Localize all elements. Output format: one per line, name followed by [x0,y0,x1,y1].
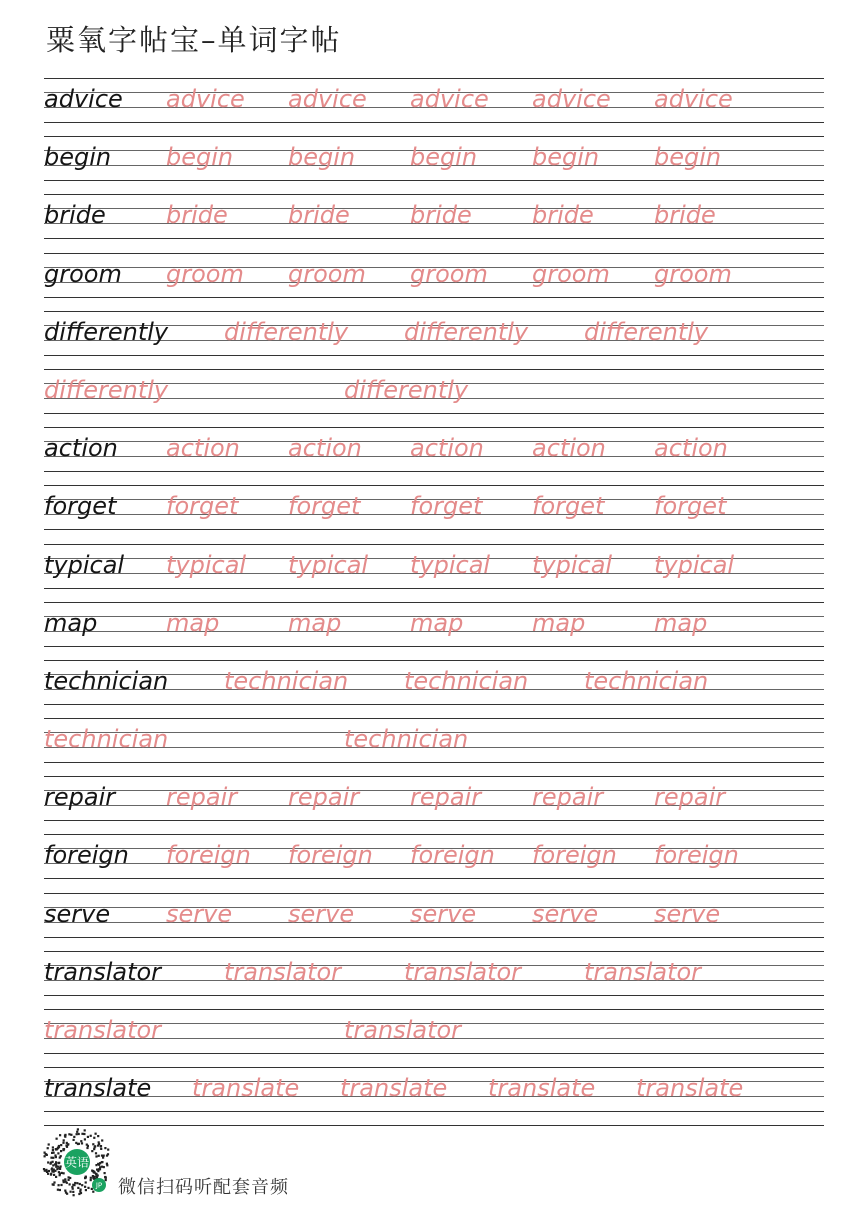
practice-row [44,485,824,543]
qr-code-icon[interactable] [42,1127,112,1197]
ruling-line [44,136,824,137]
trace-word: begin [532,143,600,172]
trace-word: bride [654,201,716,230]
trace-word: foreign [410,841,495,870]
practice-row [44,893,824,951]
ruling-line [44,995,824,996]
model-word: advice [44,85,123,113]
trace-word: differently [344,375,469,404]
ruling-line [44,820,824,821]
trace-word: bride [288,201,350,230]
model-word: action [44,434,118,463]
model-word: serve [44,899,111,928]
trace-word: translate [488,1074,596,1103]
practice-row [44,951,824,1009]
ruling-line [44,297,824,298]
ruling-line [44,893,824,894]
ruling-line [44,878,824,879]
trace-word: technician [344,725,469,754]
ruling-line [44,544,824,545]
ruling-line [44,427,824,428]
trace-word: foreign [654,841,739,870]
model-word: groom [44,259,122,288]
trace-word: repair [532,783,604,812]
ruling-line [44,937,824,938]
practice-sheet [44,78,824,1126]
trace-word: typical [654,550,735,579]
trace-word: action [410,434,484,463]
trace-word: serve [410,899,477,928]
practice-row [44,369,824,427]
ruling-line [44,1067,824,1068]
trace-word: serve [166,899,233,928]
trace-word: groom [166,259,244,288]
ruling-line [44,646,824,647]
ruling-line [44,194,824,195]
ruling-line [44,355,824,356]
qr-badge-label: 英语 [64,1155,90,1170]
ruling-line [44,704,824,705]
trace-word: repair [410,783,482,812]
trace-word: differently [404,317,529,346]
trace-word: forget [288,492,361,521]
trace-word: translator [44,1016,162,1044]
trace-word: technician [44,725,169,754]
ruling-line [44,122,824,123]
practice-row [44,427,824,485]
trace-word: begin [654,143,722,172]
trace-word: map [166,608,220,637]
trace-word: translate [192,1074,300,1103]
ruling-line [44,180,824,181]
practice-row [44,834,824,892]
trace-word: groom [288,259,366,288]
trace-word: forget [654,492,727,521]
ruling-line [44,311,824,312]
trace-word: repair [654,783,726,812]
ruling-line [44,253,824,254]
trace-word: differently [584,317,709,346]
trace-word: begin [410,143,478,172]
ruling-line [44,602,824,603]
ruling-line [44,718,824,719]
practice-row [44,602,824,660]
trace-word: map [532,608,586,637]
trace-word: map [410,608,464,637]
trace-word: advice [288,85,367,113]
trace-word: translator [584,957,702,986]
qr-corner-badge-label: JP [95,1181,103,1190]
trace-word: begin [288,143,356,172]
trace-word: translator [404,957,522,986]
ruling-line [44,529,824,530]
trace-word: typical [166,550,247,579]
practice-row [44,78,824,136]
ruling-line [44,485,824,486]
practice-row [44,194,824,252]
ruling-line [44,1111,824,1112]
trace-word: map [654,608,708,637]
ruling-line [44,369,824,370]
trace-word: forget [532,492,605,521]
practice-row [44,544,824,602]
trace-word: serve [288,899,355,928]
trace-word: action [288,434,362,463]
page-title: 粟氧字帖宝–单词字帖 [46,23,342,57]
practice-row [44,136,824,194]
practice-row [44,253,824,311]
model-word: differently [44,317,169,346]
trace-word: foreign [166,841,251,870]
trace-word: forget [410,492,483,521]
trace-word: groom [410,259,488,288]
trace-word: forget [166,492,239,521]
ruling-line [44,660,824,661]
model-word: typical [44,550,125,579]
model-word: foreign [44,841,129,870]
ruling-line [44,951,824,952]
trace-word: typical [288,550,369,579]
trace-word: technician [584,666,709,695]
practice-row [44,311,824,369]
trace-word: translate [636,1074,744,1103]
trace-word: groom [532,259,610,288]
trace-word: repair [288,783,360,812]
trace-word: action [532,434,606,463]
trace-word: technician [224,666,349,695]
ruling-line [44,762,824,763]
trace-word: bride [166,201,228,230]
ruling-line [44,588,824,589]
footer [42,1127,442,1197]
footer-caption: 微信扫码听配套音频 [118,1177,289,1198]
ruling-line [44,834,824,835]
trace-word: action [166,434,240,463]
trace-word: foreign [288,841,373,870]
trace-word: differently [44,375,169,404]
trace-word: repair [166,783,238,812]
trace-word: translate [340,1074,448,1103]
model-word: forget [44,492,117,521]
trace-word: map [288,608,342,637]
model-word: map [44,608,98,637]
trace-word: typical [532,550,613,579]
practice-row [44,660,824,718]
trace-word: advice [166,85,245,113]
trace-word: advice [654,85,733,113]
practice-row [44,1009,824,1067]
trace-word: foreign [532,841,617,870]
trace-word: serve [532,899,599,928]
trace-word: action [654,434,728,463]
practice-row [44,718,824,776]
trace-word: bride [532,201,594,230]
ruling-line [44,238,824,239]
trace-word: differently [224,317,349,346]
model-word: technician [44,666,169,695]
model-word: translate [44,1074,152,1103]
practice-row [44,776,824,834]
trace-word: bride [410,201,472,230]
practice-row [44,1067,824,1125]
model-word: begin [44,143,112,172]
model-word: bride [44,201,106,230]
model-word: repair [44,783,116,812]
trace-word: advice [532,85,611,113]
trace-word: groom [654,259,732,288]
trace-word: typical [410,550,491,579]
ruling-line [44,78,824,79]
ruling-line [44,776,824,777]
trace-word: serve [654,899,721,928]
ruling-line [44,1009,824,1010]
trace-word: begin [166,143,234,172]
ruling-line [44,413,824,414]
trace-word: translator [224,957,342,986]
ruling-line [44,471,824,472]
trace-word: technician [404,666,529,695]
model-word: translator [44,957,162,986]
trace-word: advice [410,85,489,113]
ruling-line [44,1053,824,1054]
trace-word: translator [344,1016,462,1044]
